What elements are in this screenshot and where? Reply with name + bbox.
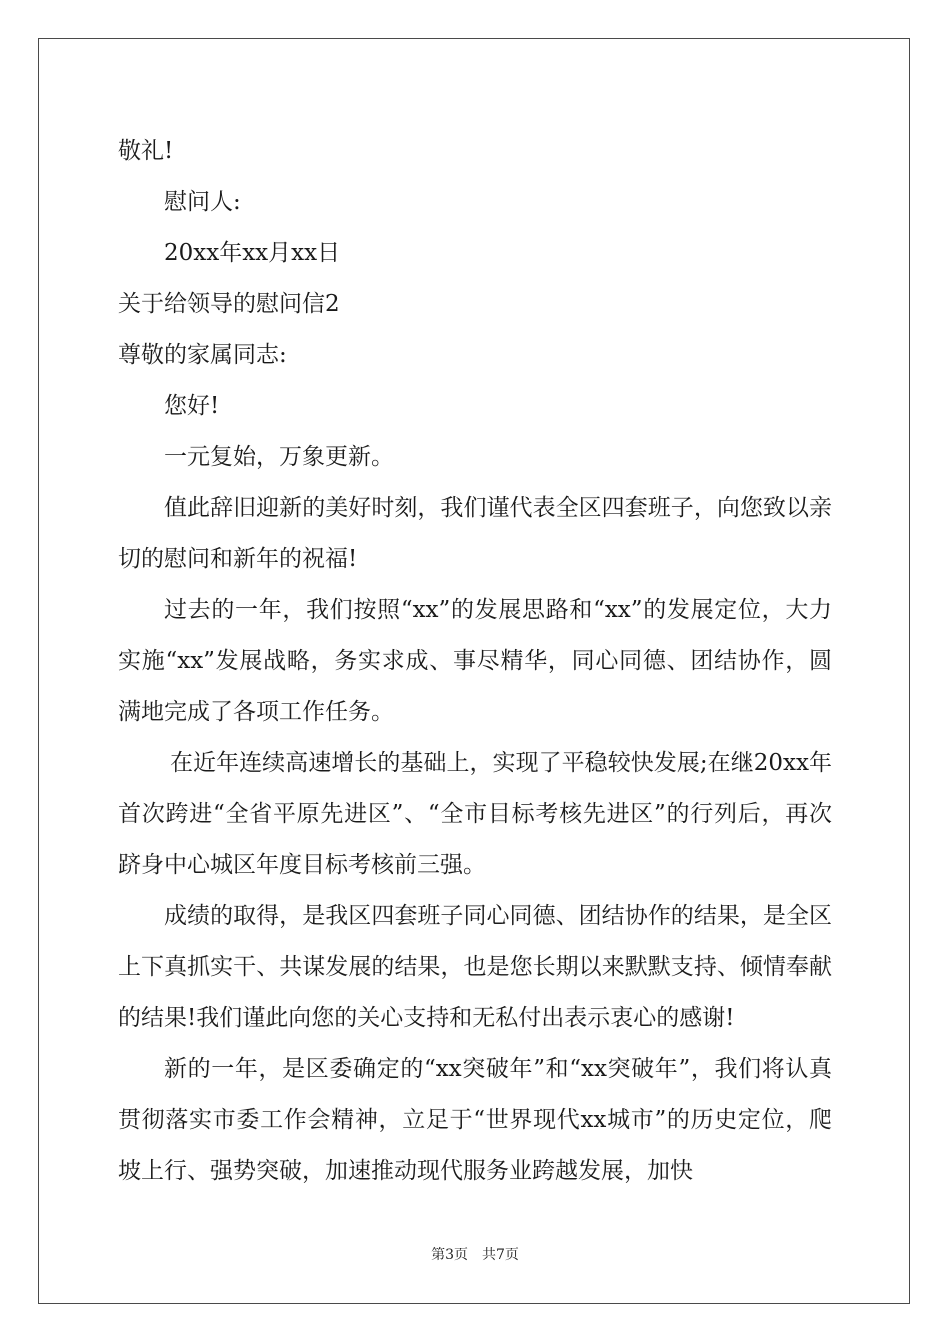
date-line: 20xx年xx月xx日: [164, 240, 341, 266]
salutation-line: 尊敬的家属同志:: [118, 342, 287, 368]
current-page-label: 第3页: [431, 1247, 468, 1263]
closing-line: 敬礼!: [118, 138, 174, 164]
signer-line: 慰问人:: [164, 189, 241, 215]
total-pages-label: 共7页: [482, 1247, 519, 1263]
paragraph: 成绩的取得，是我区四套班子同心同德、团结协作的结果，是全区上下真抓实干、共谋发展的结果，也是您长期以来默默支持、倾情奉献的结果!我们谨此向您的关心支持和无私付出表示衷心的感谢!: [118, 903, 832, 1031]
paragraph: 在近年连续高速增长的基础上，实现了平稳较快发展;在继20xx年首次跨进“全省平原先进区”、“全市目标考核先进区”的行列后，再次跻身中心城区年度目标考核前三强。: [118, 750, 832, 878]
page-footer: [0, 1244, 950, 1264]
paragraph: 新的一年，是区委确定的“xx突破年”和“xx突破年”，我们将认真贯彻落实市委工作会精神，立足于“世界现代xx城市”的历史定位，爬坡上行、强势突破，加速推动现代服务业跨越发展，加快: [118, 1056, 832, 1184]
paragraph: 值此辞旧迎新的美好时刻，我们谨代表全区四套班子，向您致以亲切的慰问和新年的祝福!: [118, 495, 832, 572]
letter-body: [118, 126, 832, 1197]
section-heading: 关于给领导的慰问信2: [118, 291, 340, 317]
paragraph: 过去的一年，我们按照“xx”的发展思路和“xx”的发展定位，大力实施“xx”发展战略，务实求成、事尽精华，同心同德、团结协作，圆满地完成了各项工作任务。: [118, 597, 832, 725]
opening-line: 一元复始，万象更新。: [164, 444, 394, 470]
greeting-line: 您好!: [164, 393, 220, 419]
